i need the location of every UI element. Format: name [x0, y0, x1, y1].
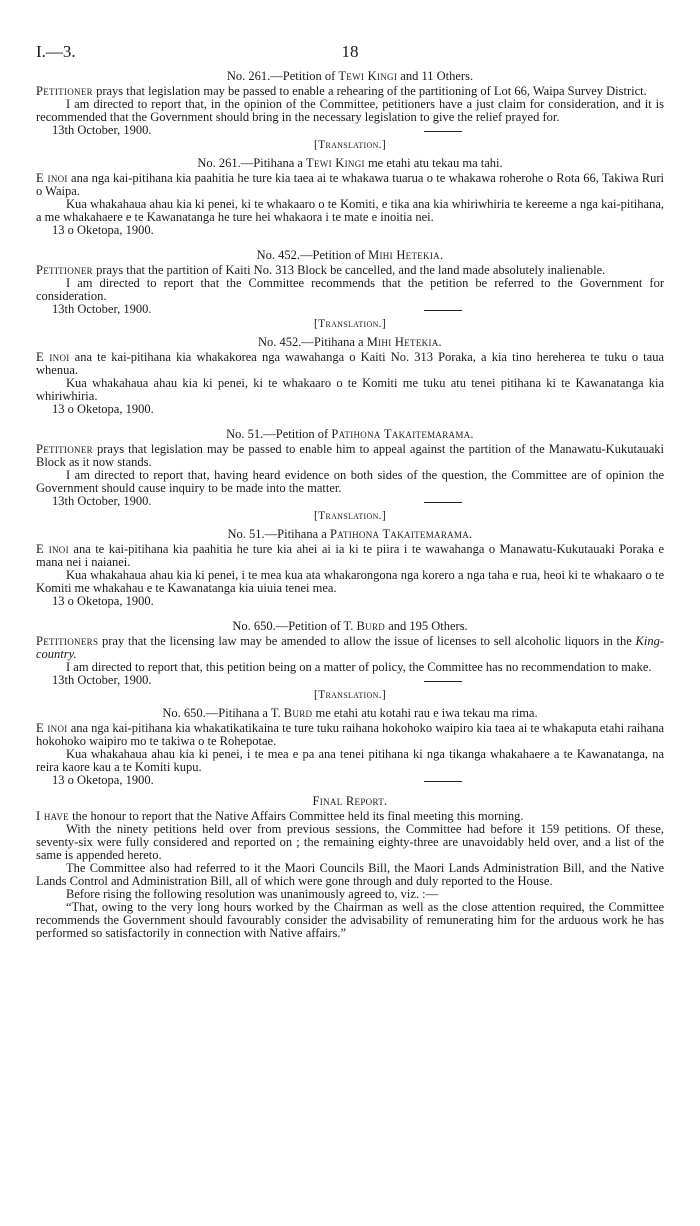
petition-prayer-maori: E inoi ana nga kai-pitihana kia whakatikatikaina te ture tuku raihana hokohoko waipiro kia taea ai te whakaputa etahi raihana hokohoko waipiro mo te takiwa o te Rohepotae. — [36, 721, 664, 748]
divider-rule — [424, 310, 462, 316]
final-report — [36, 793, 664, 940]
committee-report-maori: Kua whakahaua ahau kia ki penei, ki te whakaaro o te Komiti me tuku atu tenei pitihana ki te Kawanatanga kia whiriwhiria. — [36, 376, 664, 403]
petition-650 — [36, 618, 664, 787]
petition-title-maori: No. 650.—Pitihana a T. Burd me etahi atu kotahi rau e iwa tekau ma rima. — [162, 706, 538, 720]
committee-report: I am directed to report that, having heard evidence on both sides of the question, the Committee are of opinion the Government should cause inquiry to be made into the matter. — [36, 468, 664, 495]
translation-label: [Translation.] — [314, 139, 386, 151]
petition-452 — [36, 247, 664, 416]
divider-rule — [424, 131, 462, 137]
petition-title: No. 650.—Petition of T. Burd and 195 Others. — [232, 619, 468, 633]
committee-report-maori: Kua whakahaua ahau kia ki penei, ki te whakaaro o te Komiti, e tika ana kia whiriwhiria te kereeme a nga kai-pitihana, a me whakahaere e te Kawanatanga he ture hei whakaora i te mate e inoitia nei. — [36, 197, 664, 224]
report-date-maori: 13 o Oketopa, 1900. — [52, 402, 154, 416]
report-date: 13th October, 1900. — [52, 302, 152, 316]
petition-title-maori: No. 51.—Pitihana a Patihona Takaitemarama. — [227, 527, 473, 541]
petition-title: No. 51.—Petition of Patihona Takaitemarama. — [226, 427, 474, 441]
petition-prayer: Petitioner prays that legislation may be passed to enable a rehearing of the partitioning of Lot 66, Waipa Survey District. — [36, 84, 647, 98]
petition-prayer-maori: E inoi ana nga kai-pitihana kia paahitia he ture kia taea ai te whakawa tuarua o te whakawa roherohe o Rota 66, Takiwa Ruri o Waipa. — [36, 171, 665, 198]
petition-prayer-maori: E inoi ana te kai-pitihana kia paahitia he ture kia ahei ai ia ki te piira i te wawahanga o Manawatu-Kukutauaki Poraka e mana nei i naianei. — [36, 542, 665, 569]
committee-report-maori: Kua whakahaua ahau kia ki penei, i te mea kua ata whakarongona nga korero a nga taha e rua, heoi ki te whakaaro o te Komiti me whakahau e te Kawanatanga kia uiuia tenei mea. — [36, 568, 664, 595]
final-report-paragraph: With the ninety petitions held over from previous sessions, the Committee had before it 159 petitions. Of these, seventy-six were fully considered and reported on ; the remaining eighty-three are unavoidably held over, and a list of the same is appended hereto. — [36, 822, 664, 862]
petition-prayer-maori: E inoi ana te kai-pitihana kia whakakorea nga wawahanga o Kaiti No. 313 Poraka, a kia tino hereherea te tuku o taua whenua. — [36, 350, 665, 377]
report-date-maori: 13 o Oketopa, 1900. — [52, 594, 154, 608]
petition-title: No. 261.—Petition of Tewi Kingi and 11 Others. — [226, 69, 474, 83]
final-report-paragraph: The Committee also had referred to it the Maori Councils Bill, the Maori Lands Administration Bill, and the Native Lands Control and Administration Bill, all of which were gone through and duly reported to the House. — [36, 861, 664, 888]
petition-261 — [36, 68, 664, 237]
report-date-maori: 13 o Oketopa, 1900. — [52, 223, 154, 237]
translation-label: [Translation.] — [314, 318, 386, 330]
divider-rule — [424, 681, 462, 687]
committee-report: I am directed to report that, in the opinion of the Committee, petitioners have a just claim for consideration, and it is recommended that the Government should bring in the necessary legislation to give the relief prayed for. — [36, 97, 664, 124]
page-number: 18 — [341, 42, 359, 61]
divider-rule — [424, 502, 462, 508]
petition-prayer: Petitioners pray that the licensing law may be amended to allow the issue of licenses to sell alcoholic liquors in the King-country. — [36, 634, 664, 661]
petition-title-maori: No. 452.—Pitihana a Mihi Hetekia. — [258, 335, 442, 349]
final-report-paragraph: I have the honour to report that the Native Affairs Committee held its final meeting this morning. — [36, 809, 524, 823]
translation-label: [Translation.] — [314, 510, 386, 522]
translation-label: [Translation.] — [314, 689, 386, 701]
petition-prayer: Petitioner prays that the partition of Kaiti No. 313 Block be cancelled, and the land made absolutely inalienable. — [36, 263, 606, 277]
committee-report-maori: Kua whakahaua ahau kia ki penei, i te mea e pa ana tenei pitihana ki nga tikanga whakahaere a te Kawanatanga, na reira kaore kau a te Komiti kupu. — [36, 747, 664, 774]
page-header — [36, 42, 664, 66]
document-page — [36, 42, 664, 940]
report-date-maori: 13 o Oketopa, 1900. — [52, 773, 154, 787]
final-report-paragraph: Before rising the following resolution was unanimously agreed to, viz. :— — [66, 887, 439, 901]
document-reference: I.—3. — [36, 42, 76, 61]
report-date: 13th October, 1900. — [52, 673, 152, 687]
petition-title: No. 452.—Petition of Mihi Hetekia. — [256, 248, 444, 262]
final-report-heading: Final Report. — [312, 794, 388, 808]
petition-51 — [36, 426, 664, 608]
petition-prayer: Petitioner prays that legislation may be passed to enable him to appeal against the partition of the Manawatu-Kukutauaki Block as it now stands. — [36, 442, 664, 469]
report-date: 13th October, 1900. — [52, 123, 152, 137]
petition-title-maori: No. 261.—Pitihana a Tewi Kingi me etahi atu tekau ma tahi. — [197, 156, 503, 170]
report-date: 13th October, 1900. — [52, 494, 152, 508]
committee-report: I am directed to report that, this petition being on a matter of policy, the Committee has no recommendation to make. — [66, 660, 652, 674]
resolution-quote: “That, owing to the very long hours worked by the Chairman as well as the close attention required, the Committee recommends the Government should favourably consider the advisability of remunerating him for the arduous work he has performed so satisfactorily in connection with Native affairs.” — [36, 900, 664, 940]
committee-report: I am directed to report that the Committee recommends that the petition be referred to the Government for consideration. — [36, 276, 664, 303]
